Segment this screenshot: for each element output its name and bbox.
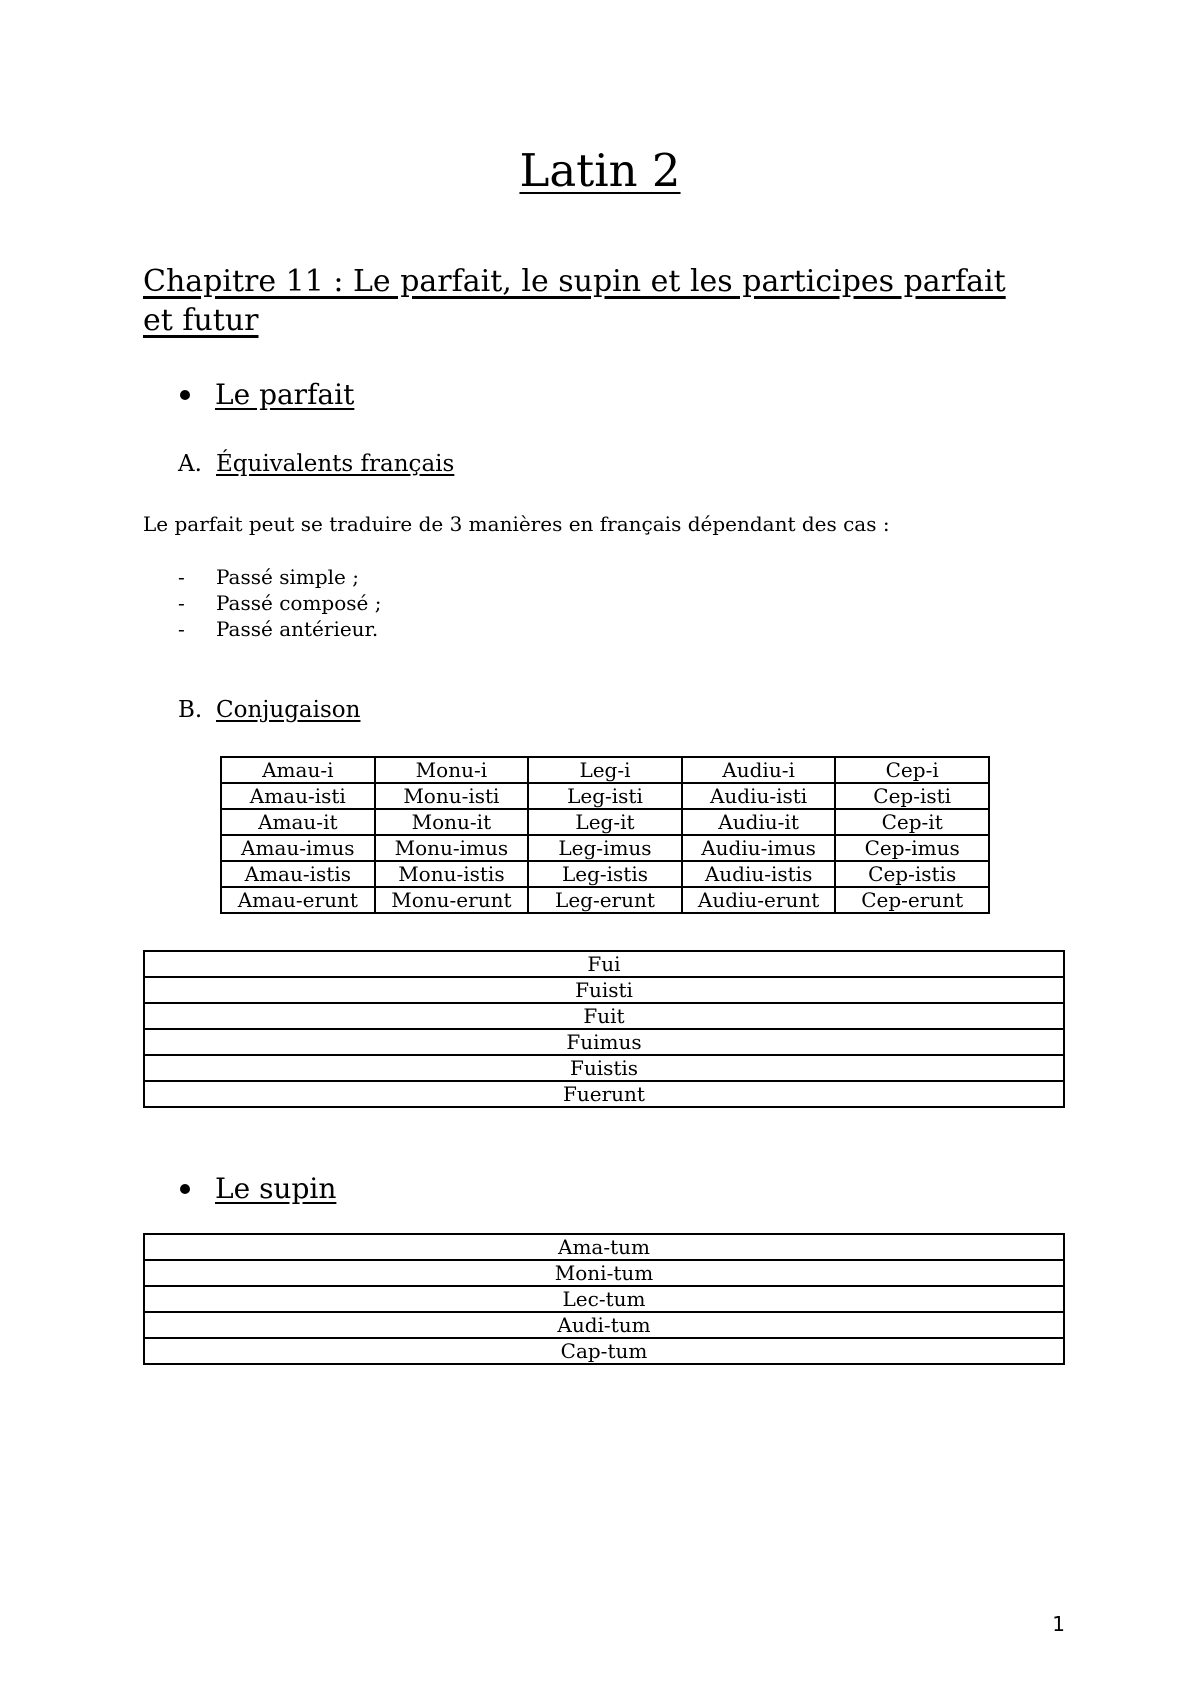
table-cell: Fuerunt <box>144 1081 1064 1107</box>
table-cell: Cep-i <box>835 757 989 783</box>
table-row <box>221 861 989 887</box>
section-heading-label: Le parfait <box>215 378 355 411</box>
table-row <box>144 1260 1064 1286</box>
table-cell: Fuistis <box>144 1055 1064 1081</box>
table-cell: Audiu-imus <box>682 835 836 861</box>
table-cell: Cep-isti <box>835 783 989 809</box>
table-cell: Fuisti <box>144 977 1064 1003</box>
table-row <box>221 809 989 835</box>
table-row <box>221 887 989 913</box>
table-cell: Ama-tum <box>144 1234 1064 1260</box>
supin-table <box>143 1233 1065 1365</box>
table-cell: Amau-it <box>221 809 375 835</box>
subheading-label: Conjugaison <box>216 697 361 723</box>
subheading-conjugaison <box>178 697 360 723</box>
table-cell: Audiu-isti <box>682 783 836 809</box>
table-row <box>144 1312 1064 1338</box>
table-cell: Lec-tum <box>144 1286 1064 1312</box>
subheading-letter: B. <box>178 697 203 723</box>
table-cell: Monu-imus <box>375 835 529 861</box>
table-cell: Audiu-istis <box>682 861 836 887</box>
table-cell: Cep-istis <box>835 861 989 887</box>
table-cell: Fuit <box>144 1003 1064 1029</box>
table-cell: Fuimus <box>144 1029 1064 1055</box>
chapter-title: Chapitre 11 : Le parfait, le supin et les participes parfait et futur <box>143 264 1006 338</box>
section-heading-supin <box>180 1172 336 1205</box>
table-cell: Monu-istis <box>375 861 529 887</box>
table-row <box>221 757 989 783</box>
table-cell: Audi-tum <box>144 1312 1064 1338</box>
table-cell: Amau-i <box>221 757 375 783</box>
table-cell: Amau-erunt <box>221 887 375 913</box>
page-number: 1 <box>1052 1612 1065 1636</box>
table-cell: Audiu-erunt <box>682 887 836 913</box>
tense-list <box>178 564 381 642</box>
table-row <box>221 783 989 809</box>
dash-icon: - <box>178 565 185 589</box>
document-title: Latin 2 <box>519 144 681 197</box>
table-cell: Leg-imus <box>528 835 682 861</box>
dash-icon: - <box>178 591 185 615</box>
table-cell: Monu-it <box>375 809 529 835</box>
table-cell: Moni-tum <box>144 1260 1064 1286</box>
table-row <box>144 1003 1064 1029</box>
subheading-letter: A. <box>178 451 202 477</box>
section-heading-parfait <box>180 378 354 411</box>
table-cell: Monu-i <box>375 757 529 783</box>
table-row <box>144 1338 1064 1364</box>
dash-icon: - <box>178 617 185 641</box>
table-cell: Leg-it <box>528 809 682 835</box>
table-cell: Cap-tum <box>144 1338 1064 1364</box>
table-cell: Fui <box>144 951 1064 977</box>
table-cell: Cep-imus <box>835 835 989 861</box>
table-cell: Amau-isti <box>221 783 375 809</box>
table-cell: Cep-erunt <box>835 887 989 913</box>
table-row <box>144 1055 1064 1081</box>
table-cell: Audiu-it <box>682 809 836 835</box>
list-item: - Passé antérieur. <box>178 617 379 641</box>
bullet-icon <box>180 1184 190 1194</box>
list-item: - Passé composé ; <box>178 591 382 615</box>
table-row <box>144 977 1064 1003</box>
table-cell: Amau-imus <box>221 835 375 861</box>
subheading-label: Équivalents français <box>216 451 455 477</box>
table-cell: Amau-istis <box>221 861 375 887</box>
table-cell: Leg-isti <box>528 783 682 809</box>
table-row <box>144 1081 1064 1107</box>
esse-perfect-table <box>143 950 1065 1108</box>
subheading-equivalents <box>178 451 454 477</box>
table-cell: Leg-erunt <box>528 887 682 913</box>
table-row <box>144 1234 1064 1260</box>
table-row <box>144 1029 1064 1055</box>
list-item: - Passé simple ; <box>178 565 359 589</box>
table-row <box>221 835 989 861</box>
table-cell: Audiu-i <box>682 757 836 783</box>
table-row <box>144 1286 1064 1312</box>
table-cell: Monu-erunt <box>375 887 529 913</box>
table-cell: Leg-i <box>528 757 682 783</box>
conjugation-table <box>220 756 990 914</box>
bullet-icon <box>180 390 190 400</box>
section-heading-label: Le supin <box>215 1172 337 1205</box>
table-cell: Leg-istis <box>528 861 682 887</box>
table-cell: Monu-isti <box>375 783 529 809</box>
table-row <box>144 951 1064 977</box>
table-cell: Cep-it <box>835 809 989 835</box>
paragraph-translation: Le parfait peut se traduire de 3 manières en français dépendant des cas : <box>143 512 890 536</box>
